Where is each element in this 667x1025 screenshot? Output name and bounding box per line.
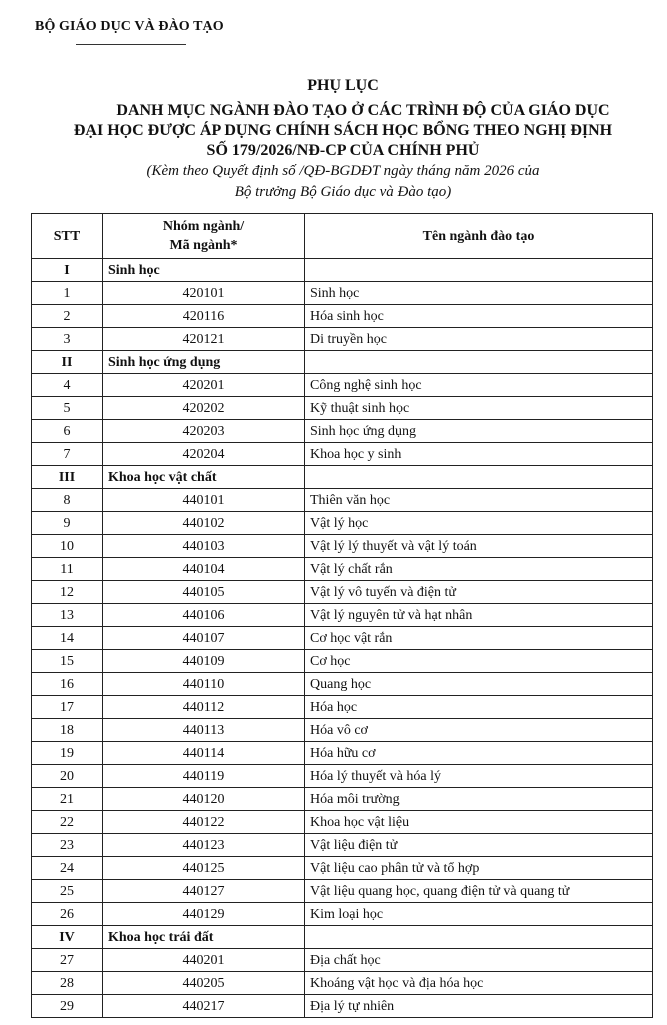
row-code: 440113 (103, 719, 305, 742)
row-name: Sinh học (305, 282, 653, 305)
ministry-underline (76, 44, 186, 45)
row-stt: 11 (32, 558, 103, 581)
row-code: 440217 (103, 995, 305, 1018)
table-row (32, 627, 653, 650)
heading-line-1: DANH MỤC NGÀNH ĐÀO TẠO Ở CÁC TRÌNH ĐỘ CỦA GIÁO DỤC (116, 102, 610, 119)
row-name: Hóa môi trường (305, 788, 653, 811)
row-stt: 14 (32, 627, 103, 650)
row-name: Khoáng vật học và địa hóa học (305, 972, 653, 995)
note-line-1: (Kèm theo Quyết định số /QĐ-BGDĐT ngày tháng năm 2026 của (146, 163, 540, 179)
heading-line-3: SỐ 179/2026/NĐ-CP CỦA CHÍNH PHỦ (206, 142, 480, 159)
row-code: 420121 (103, 328, 305, 351)
table-row (32, 903, 653, 926)
row-code: 440105 (103, 581, 305, 604)
table-row (32, 765, 653, 788)
row-name: Vật liệu quang học, quang điện tử và quang tử (305, 880, 653, 903)
row-stt: 8 (32, 489, 103, 512)
row-code: 440122 (103, 811, 305, 834)
row-code: 440107 (103, 627, 305, 650)
table-row (32, 880, 653, 903)
row-stt: 18 (32, 719, 103, 742)
title-block (30, 76, 656, 203)
program-table (31, 213, 653, 1018)
table-row (32, 673, 653, 696)
row-code: 440103 (103, 535, 305, 558)
appendix-label: PHỤ LỤC (307, 77, 379, 94)
group-label: Sinh học ứng dụng (103, 351, 305, 374)
row-code: 440129 (103, 903, 305, 926)
row-name: Hóa học (305, 696, 653, 719)
table-row (32, 742, 653, 765)
group-roman: III (32, 466, 103, 489)
row-name: Vật lý nguyên tử và hạt nhân (305, 604, 653, 627)
row-code: 440109 (103, 650, 305, 673)
group-row (32, 351, 653, 374)
group-roman: I (32, 259, 103, 282)
row-code: 420204 (103, 443, 305, 466)
group-empty-cell (305, 926, 653, 949)
row-name: Hóa sinh học (305, 305, 653, 328)
row-name: Địa lý tự nhiên (305, 995, 653, 1018)
row-code: 440125 (103, 857, 305, 880)
table-row (32, 719, 653, 742)
table-row (32, 857, 653, 880)
ministry-name: BỘ GIÁO DỤC VÀ ĐÀO TẠO (35, 19, 224, 34)
row-name: Hóa lý thuyết và hóa lý (305, 765, 653, 788)
row-stt: 27 (32, 949, 103, 972)
row-stt: 2 (32, 305, 103, 328)
row-name: Vật lý học (305, 512, 653, 535)
row-name: Di truyền học (305, 328, 653, 351)
table-row (32, 604, 653, 627)
table-row (32, 420, 653, 443)
table-row (32, 328, 653, 351)
row-stt: 24 (32, 857, 103, 880)
row-name: Khoa học y sinh (305, 443, 653, 466)
row-code: 440127 (103, 880, 305, 903)
table-row (32, 811, 653, 834)
row-stt: 10 (32, 535, 103, 558)
table-body (32, 259, 653, 1018)
table-row (32, 581, 653, 604)
row-stt: 9 (32, 512, 103, 535)
row-stt: 20 (32, 765, 103, 788)
row-stt: 6 (32, 420, 103, 443)
group-row (32, 259, 653, 282)
row-code: 420203 (103, 420, 305, 443)
row-code: 440123 (103, 834, 305, 857)
row-name: Vật lý vô tuyến và điện tử (305, 581, 653, 604)
row-stt: 4 (32, 374, 103, 397)
row-stt: 17 (32, 696, 103, 719)
table-row (32, 535, 653, 558)
table-row (32, 650, 653, 673)
row-name: Công nghệ sinh học (305, 374, 653, 397)
header-name: Tên ngành đào tạo (305, 214, 653, 259)
row-code: 440112 (103, 696, 305, 719)
row-name: Vật lý chất rắn (305, 558, 653, 581)
table-row (32, 374, 653, 397)
row-code: 440110 (103, 673, 305, 696)
group-label: Sinh học (103, 259, 305, 282)
row-stt: 5 (32, 397, 103, 420)
row-code: 440120 (103, 788, 305, 811)
row-stt: 19 (32, 742, 103, 765)
decision-note (30, 161, 656, 203)
note-line-2: Bộ trưởng Bộ Giáo dục và Đào tạo) (234, 184, 452, 200)
row-stt: 7 (32, 443, 103, 466)
row-code: 440205 (103, 972, 305, 995)
group-roman: IV (32, 926, 103, 949)
table-row (32, 949, 653, 972)
header-code-line-1: Nhóm ngành/ (162, 219, 245, 234)
group-empty-cell (305, 351, 653, 374)
row-stt: 26 (32, 903, 103, 926)
row-code: 440106 (103, 604, 305, 627)
table-row (32, 305, 653, 328)
row-stt: 3 (32, 328, 103, 351)
table-header-row (32, 214, 653, 259)
table-row (32, 397, 653, 420)
row-name: Khoa học vật liệu (305, 811, 653, 834)
row-code: 440102 (103, 512, 305, 535)
group-row (32, 926, 653, 949)
row-code: 420201 (103, 374, 305, 397)
row-stt: 23 (32, 834, 103, 857)
header-code-line-2: Mã ngành* (169, 238, 238, 253)
row-name: Cơ học (305, 650, 653, 673)
row-code: 440119 (103, 765, 305, 788)
row-code: 420116 (103, 305, 305, 328)
row-name: Vật liệu cao phân tử và tổ hợp (305, 857, 653, 880)
row-name: Cơ học vật rắn (305, 627, 653, 650)
header-code (103, 214, 305, 259)
row-code: 440114 (103, 742, 305, 765)
row-stt: 13 (32, 604, 103, 627)
group-empty-cell (305, 466, 653, 489)
table-row (32, 696, 653, 719)
header-stt: STT (32, 214, 103, 259)
group-roman: II (32, 351, 103, 374)
row-name: Kim loại học (305, 903, 653, 926)
row-stt: 16 (32, 673, 103, 696)
row-name: Vật liệu điện tử (305, 834, 653, 857)
row-stt: 29 (32, 995, 103, 1018)
row-stt: 28 (32, 972, 103, 995)
group-row (32, 466, 653, 489)
row-name: Vật lý lý thuyết và vật lý toán (305, 535, 653, 558)
row-stt: 22 (32, 811, 103, 834)
table-row (32, 788, 653, 811)
row-stt: 1 (32, 282, 103, 305)
row-name: Hóa vô cơ (305, 719, 653, 742)
row-code: 420101 (103, 282, 305, 305)
table-row (32, 558, 653, 581)
row-code: 420202 (103, 397, 305, 420)
row-code: 440104 (103, 558, 305, 581)
row-name: Quang học (305, 673, 653, 696)
row-stt: 15 (32, 650, 103, 673)
row-code: 440101 (103, 489, 305, 512)
table-row (32, 972, 653, 995)
table-row (32, 489, 653, 512)
row-name: Hóa hữu cơ (305, 742, 653, 765)
group-label: Khoa học trái đất (103, 926, 305, 949)
table-row (32, 995, 653, 1018)
row-stt: 12 (32, 581, 103, 604)
document-heading (30, 101, 656, 161)
table-row (32, 834, 653, 857)
table-row (32, 282, 653, 305)
row-stt: 25 (32, 880, 103, 903)
row-stt: 21 (32, 788, 103, 811)
row-name: Địa chất học (305, 949, 653, 972)
row-name: Thiên văn học (305, 489, 653, 512)
heading-line-2: ĐẠI HỌC ĐƯỢC ÁP DỤNG CHÍNH SÁCH HỌC BỔNG THEO NGHỊ ĐỊNH (73, 122, 613, 139)
row-code: 440201 (103, 949, 305, 972)
group-empty-cell (305, 259, 653, 282)
table-row (32, 443, 653, 466)
group-label: Khoa học vật chất (103, 466, 305, 489)
row-name: Kỹ thuật sinh học (305, 397, 653, 420)
table-row (32, 512, 653, 535)
row-name: Sinh học ứng dụng (305, 420, 653, 443)
